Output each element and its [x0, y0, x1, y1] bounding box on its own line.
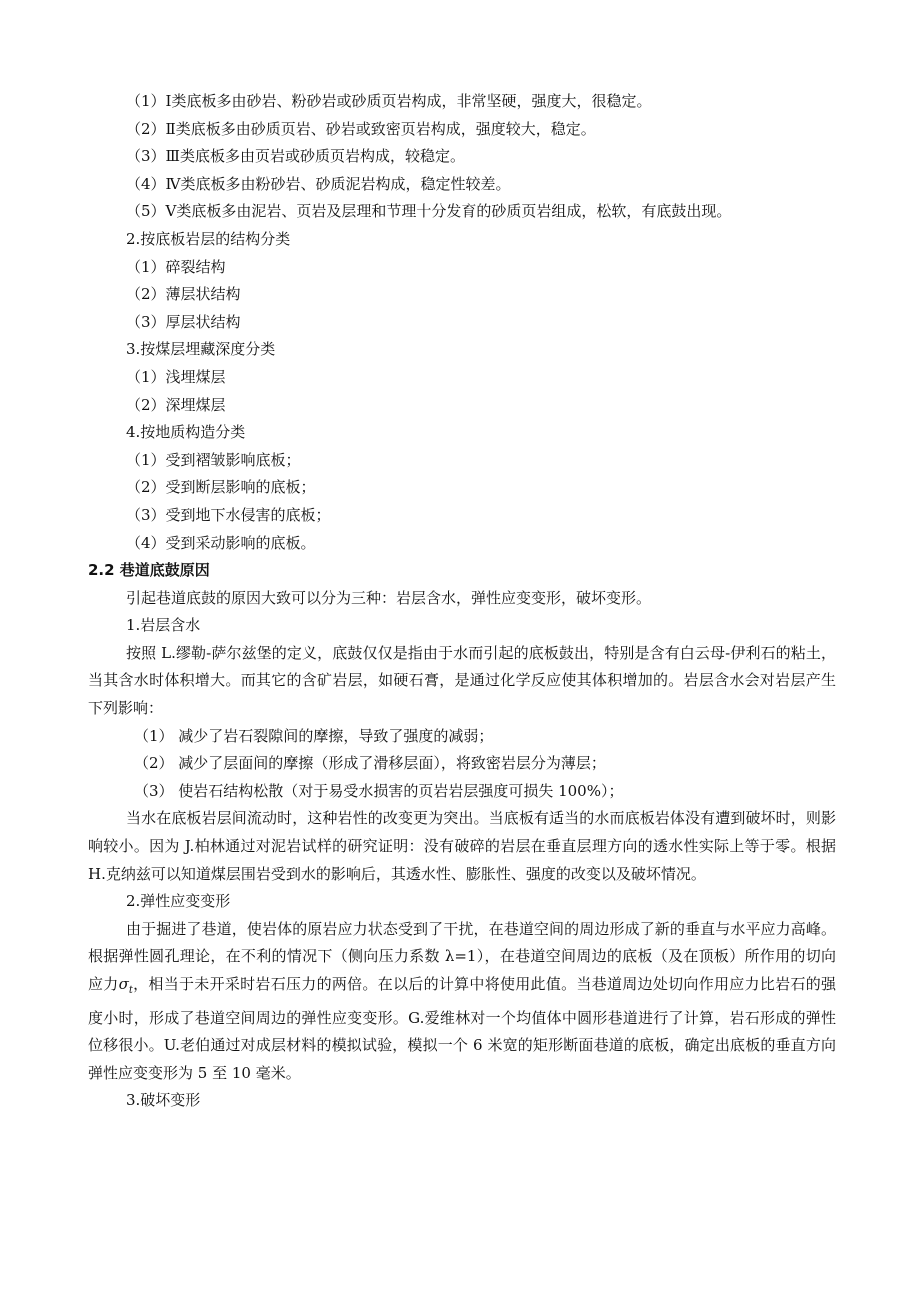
water-heading: 1.岩层含水 — [126, 616, 201, 635]
depth-item-1: （1）浅埋煤层 — [126, 367, 226, 386]
depth-item-2: （2）深埋煤层 — [126, 395, 226, 414]
water-paragraph: 按照 L.缪勒-萨尔兹堡的定义，底鼓仅仅是指由于水而引起的底板鼓出，特别是含有白云母-伊利石的粘土，当其含水时体积增大。而其它的含矿岩层，如硬石膏，是通过化学反应使其体积增加的。岩层含水会对岩层产生下列影响： — [88, 643, 836, 718]
structure-item-2: （2）薄层状结构 — [126, 285, 241, 304]
water-effect-2: （2） 减少了层面间的摩擦（形成了滑移层面），将致密岩层分为薄层； — [134, 754, 606, 773]
floor-class-2: （2）Ⅱ类底板多由砂质页岩、砂岩或致密页岩构成，强度较大，稳定。 — [126, 119, 596, 138]
sigma-t-symbol — [118, 975, 133, 996]
water-effect-3: （3） 使岩石结构松散（对于易受水损害的页岩岩层强度可损失 100%）； — [134, 781, 624, 800]
water-paragraph-2: 当水在底板岩层间流动时，这种岩性的改变更为突出。当底板有适当的水而底板岩体没有遭到破坏时，则影响较小。因为 J.柏林通过对泥岩试样的研究证明：没有破碎的岩层在垂直层理方向的透水性实际上等于零。根据 H.克纳兹可以知道煤层围岩受到水的影响后，其透水性、膨胀性、强度的改变以及破坏情况。 — [88, 809, 836, 883]
intro-paragraph: 引起巷道底鼓的原因大致可以分为三种：岩层含水，弹性应变变形，破坏变形。 — [126, 588, 652, 607]
elastic-text-b: ，相当于未开采时岩石压力的两倍。在以后的计算中将使用此值。当巷道周边处切向作用应力比岩石的强度小时，形成了巷道空间周边的弹性应变变形。G.爱维林对一个均值体中圆形巷道进行了计算，岩石形成的弹性位移很小。U.老伯通过对成层材料的模拟试验，模拟一个 6 米宽的矩形断面巷道的底板，确定出底板的垂直方向弹性应变变形为 5 至 10 毫米。 — [88, 975, 836, 1082]
section-title: 2.2 巷道底鼓原因 — [88, 561, 210, 580]
geology-item-2: （2）受到断层影响的底板； — [126, 478, 316, 497]
depth-heading: 3.按煤层埋藏深度分类 — [126, 340, 276, 359]
elastic-heading: 2.弹性应变变形 — [126, 892, 231, 911]
sigma-subscript: t — [128, 985, 133, 996]
geology-item-4: （4）受到采动影响的底板。 — [126, 533, 316, 552]
elastic-text-a: 由于掘进了巷道，使岩体的原岩应力状态受到了干扰，在巷道空间的周边形成了新的垂直与水平应力高峰。根据弹性圆孔理论，在不利的情况下（侧向压力系数 λ=1），在巷道空间周边的底板（及在顶板）所作用的切向应力 — [88, 919, 836, 993]
failure-heading: 3.破坏变形 — [126, 1091, 201, 1110]
geology-heading: 4.按地质构造分类 — [126, 423, 246, 442]
structure-heading: 2.按底板岩层的结构分类 — [126, 229, 291, 248]
geology-item-1: （1）受到褶皱影响底板； — [126, 450, 301, 469]
water-effect-1: （1） 减少了岩石裂隙间的摩擦，导致了强度的减弱； — [134, 726, 494, 745]
floor-class-5: （5）Ⅴ类底板多由泥岩、页岩及层理和节理十分发育的砂质页岩组成，松软，有底鼓出现。 — [126, 202, 732, 221]
floor-class-1: （1）Ⅰ类底板多由砂岩、粉砂岩或砂质页岩构成，非常坚硬，强度大，很稳定。 — [126, 92, 652, 110]
elastic-paragraph — [88, 916, 836, 1088]
floor-class-4: （4）Ⅳ类底板多由粉砂岩、砂质泥岩构成，稳定性较差。 — [126, 174, 511, 193]
floor-class-3: （3）Ⅲ类底板多由页岩或砂质页岩构成，较稳定。 — [126, 147, 466, 166]
sigma-symbol: σ — [118, 975, 129, 993]
structure-item-3: （3）厚层状结构 — [126, 312, 241, 331]
structure-item-1: （1）碎裂结构 — [126, 257, 226, 276]
geology-item-3: （3）受到地下水侵害的底板； — [126, 505, 331, 524]
